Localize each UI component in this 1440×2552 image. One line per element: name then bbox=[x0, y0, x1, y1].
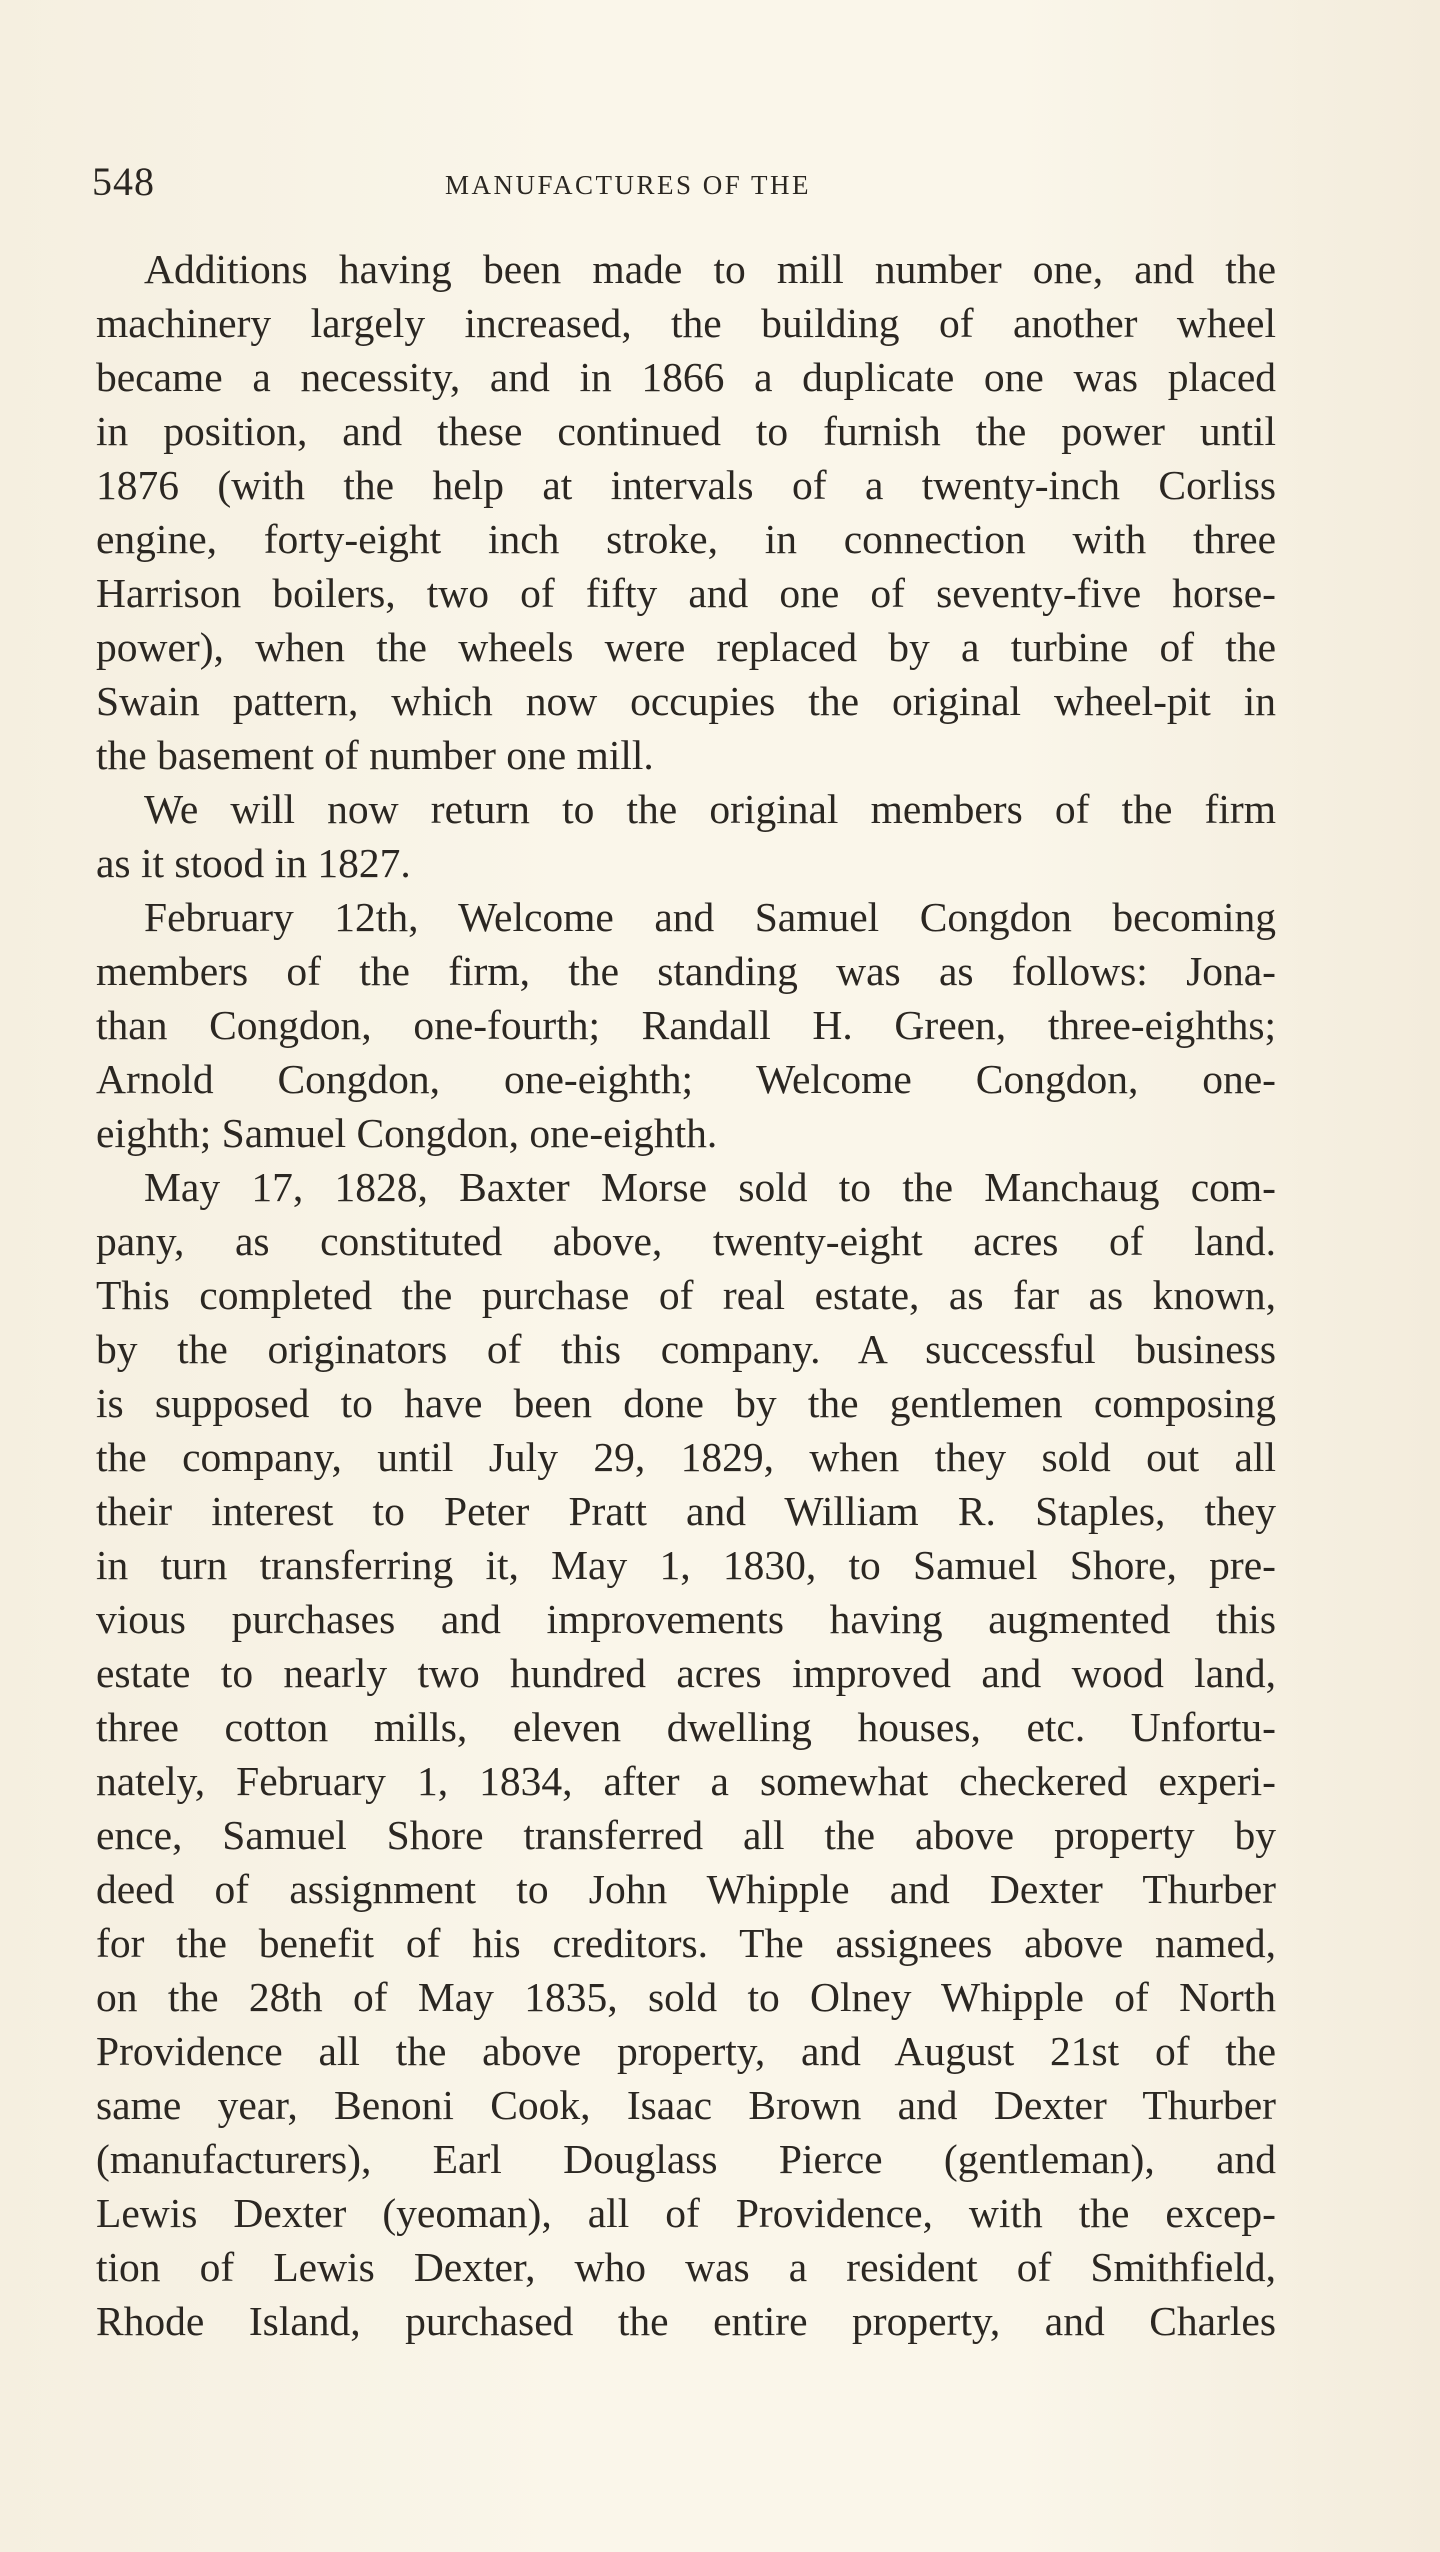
text-line: Swain pattern, which now occupies the original wheel-pit in bbox=[96, 678, 1276, 724]
text-line: machinery largely increased, the building of another wheel bbox=[96, 300, 1276, 346]
text-line: We will now return to the original members of the firm bbox=[144, 786, 1276, 832]
text-line: the company, until July 29, 1829, when they sold out all bbox=[96, 1434, 1276, 1480]
text-line: their interest to Peter Pratt and William R. Staples, they bbox=[96, 1488, 1276, 1534]
text-line: deed of assignment to John Whipple and Dexter Thurber bbox=[96, 1866, 1276, 1912]
text-line: for the benefit of his creditors. The assignees above named, bbox=[96, 1920, 1276, 1966]
text-line: Additions having been made to mill number one, and the bbox=[144, 246, 1276, 292]
running-title: MANUFACTURES OF THE bbox=[445, 170, 812, 200]
text-line: eighth; Samuel Congdon, one-eighth. bbox=[96, 1110, 718, 1156]
text-line: same year, Benoni Cook, Isaac Brown and Dexter Thurber bbox=[96, 2082, 1276, 2128]
text-line: members of the firm, the standing was as follows: Jona- bbox=[96, 948, 1276, 994]
running-head bbox=[92, 158, 912, 208]
text-line: (manufacturers), Earl Douglass Pierce (gentleman), and bbox=[96, 2136, 1276, 2182]
text-line: May 17, 1828, Baxter Morse sold to the Manchaug com- bbox=[144, 1164, 1276, 1210]
text-line: than Congdon, one-fourth; Randall H. Green, three-eighths; bbox=[96, 1002, 1276, 1048]
page-number: 548 bbox=[92, 159, 155, 204]
text-line: Providence all the above property, and August 21st of the bbox=[96, 2028, 1276, 2074]
text-line: as it stood in 1827. bbox=[96, 840, 411, 886]
text-line: in position, and these continued to furnish the power until bbox=[96, 408, 1276, 454]
text-line: Arnold Congdon, one-eighth; Welcome Congdon, one- bbox=[96, 1056, 1276, 1102]
text-line: by the originators of this company. A successful business bbox=[96, 1326, 1276, 1372]
text-line: three cotton mills, eleven dwelling houses, etc. Unfortu- bbox=[96, 1704, 1276, 1750]
text-line: nately, February 1, 1834, after a somewhat checkered experi- bbox=[96, 1758, 1276, 1804]
text-line: the basement of number one mill. bbox=[96, 732, 654, 778]
text-line: tion of Lewis Dexter, who was a resident of Smithfield, bbox=[96, 2244, 1276, 2290]
body-text bbox=[96, 242, 1276, 2348]
text-line: Harrison boilers, two of fifty and one of seventy-five horse- bbox=[96, 570, 1276, 616]
text-line: February 12th, Welcome and Samuel Congdon becoming bbox=[144, 894, 1276, 940]
text-line: Lewis Dexter (yeoman), all of Providence, with the excep- bbox=[96, 2190, 1276, 2236]
text-line: vious purchases and improvements having augmented this bbox=[96, 1596, 1276, 1642]
text-line: estate to nearly two hundred acres improved and wood land, bbox=[96, 1650, 1276, 1696]
text-line: in turn transferring it, May 1, 1830, to Samuel Shore, pre- bbox=[96, 1542, 1276, 1588]
text-line: pany, as constituted above, twenty-eight acres of land. bbox=[96, 1218, 1276, 1264]
text-line: Rhode Island, purchased the entire property, and Charles bbox=[96, 2298, 1276, 2344]
text-line: became a necessity, and in 1866 a duplicate one was placed bbox=[96, 354, 1276, 400]
text-line: engine, forty-eight inch stroke, in connection with three bbox=[96, 516, 1276, 562]
text-line: on the 28th of May 1835, sold to Olney Whipple of North bbox=[96, 1974, 1276, 2020]
text-line: This completed the purchase of real estate, as far as known, bbox=[96, 1272, 1276, 1318]
text-line: is supposed to have been done by the gentlemen composing bbox=[96, 1380, 1276, 1426]
text-line: power), when the wheels were replaced by a turbine of the bbox=[96, 624, 1276, 670]
text-line: ence, Samuel Shore transferred all the above property by bbox=[96, 1812, 1276, 1858]
text-line: 1876 (with the help at intervals of a twenty-inch Corliss bbox=[96, 462, 1276, 508]
